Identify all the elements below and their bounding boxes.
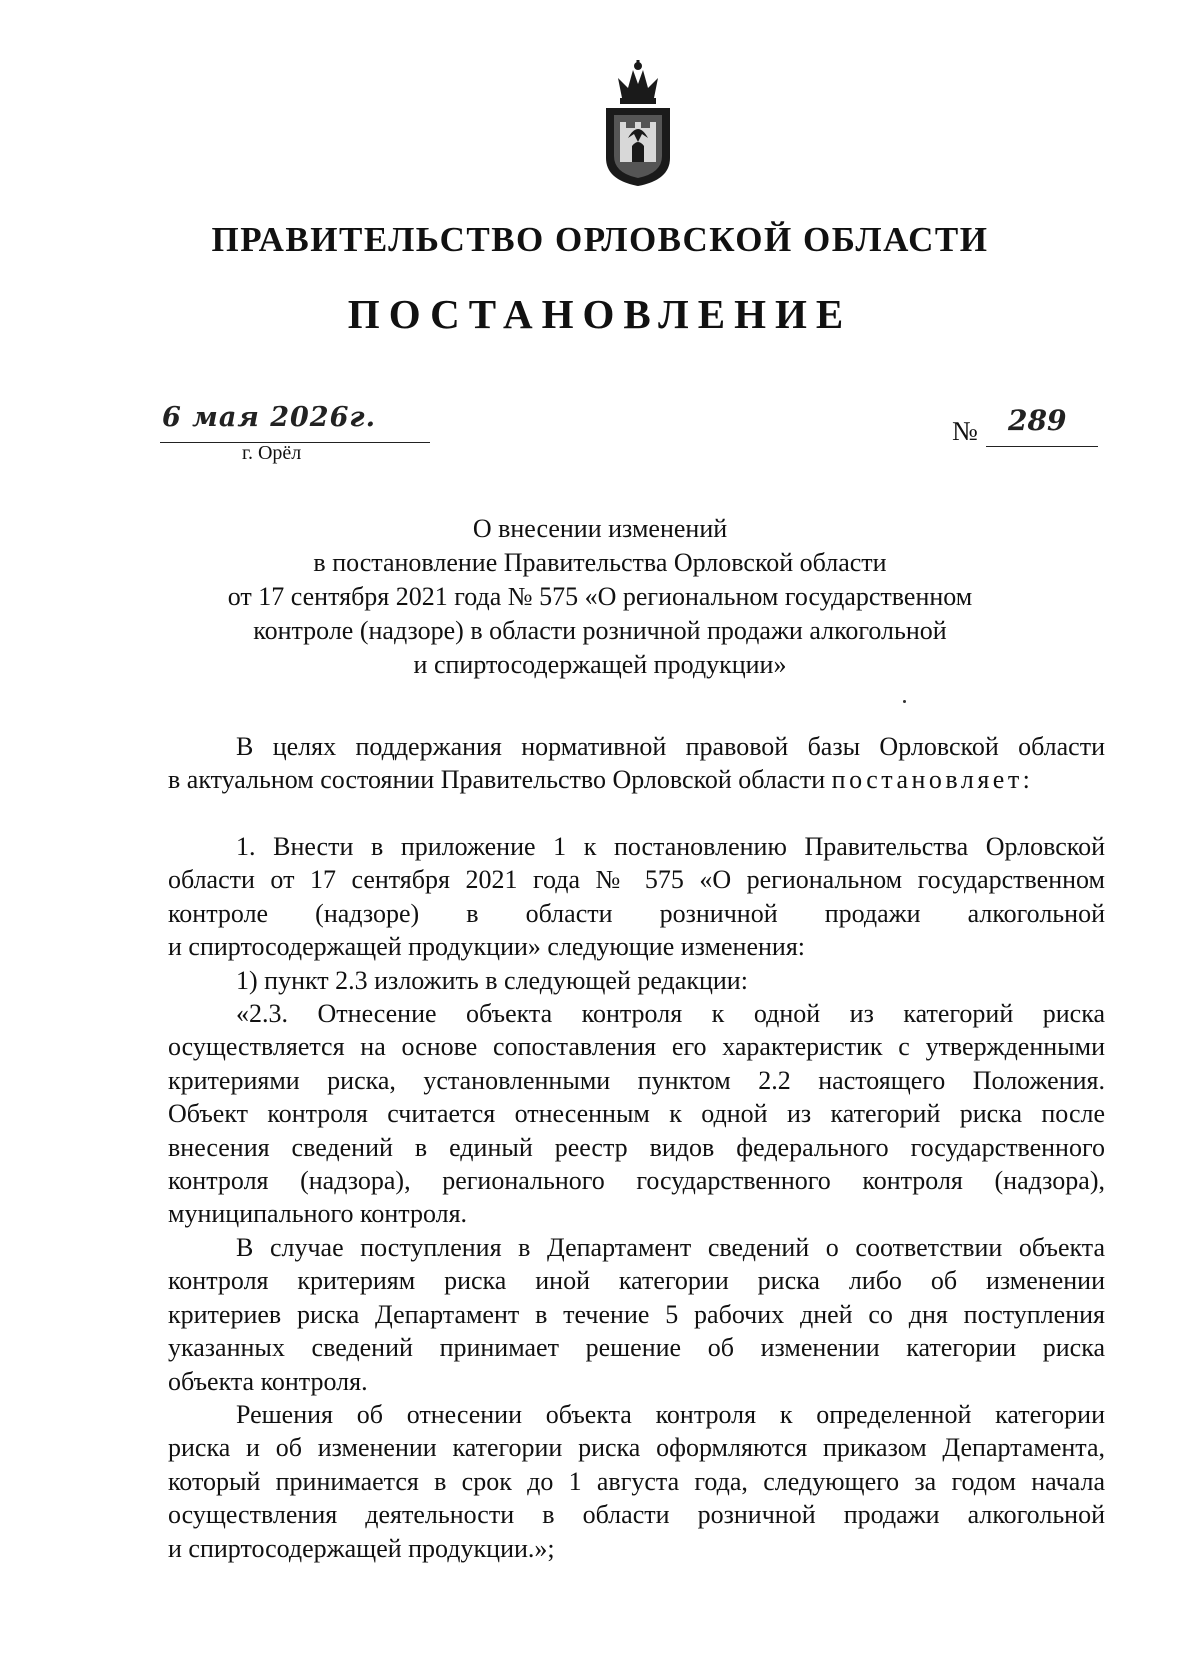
- body-line: внесения сведений в единый реестр видов федерального государственного: [168, 1132, 1105, 1162]
- body-line: указанных сведений принимает решение об изменении категории риска: [168, 1333, 1105, 1363]
- subject-line: О внесении изменений: [472, 514, 728, 543]
- body-line: осуществления деятельности в области розничной продажи алкогольной: [168, 1500, 1105, 1530]
- body-line: Решения об отнесении объекта контроля к определенной категории: [236, 1399, 1105, 1429]
- subject-line: в постановление Правительства Орловской области: [313, 548, 887, 577]
- body-line: критериями риска, установленными пунктом 2.2 настоящего Положения.: [168, 1065, 1105, 1095]
- body-line: В случае поступления в Департамент сведений о соответствии объекта: [236, 1232, 1105, 1262]
- coat-of-arms-emblem: [596, 58, 680, 188]
- body-line: объекта контроля.: [168, 1366, 368, 1396]
- subject-line: и спиртосодержащей продукции»: [413, 650, 787, 679]
- body-line: критериев риска Департамент в течение 5 рабочих дней со дня поступления: [168, 1299, 1105, 1329]
- government-name: ПРАВИТЕЛЬСТВО ОРЛОВСКОЙ ОБЛАСТИ: [211, 220, 989, 259]
- body-line: и спиртосодержащей продукции» следующие изменения:: [168, 932, 806, 962]
- document-type-title: ПОСТАНОВЛЕНИЕ: [347, 291, 853, 337]
- body-line: «2.3. Отнесение объекта контроля к одной из категорий риска: [236, 999, 1105, 1029]
- city-label: г. Орёл: [242, 442, 302, 464]
- subject-line: от 17 сентября 2021 года № 575 «О региональном государственном: [227, 582, 973, 611]
- body-line: который принимается в срок до 1 августа года, следующего за годом начала: [168, 1466, 1105, 1496]
- document-subject: [0, 512, 1200, 682]
- handwritten-number: 289: [1008, 404, 1067, 437]
- handwritten-date: 6 мая 2026г.: [162, 402, 376, 433]
- body-line: риска и об изменении категории риска оформляются приказом Департамента,: [168, 1433, 1105, 1463]
- preamble-line: В целях поддержания нормативной правовой базы Орловской области: [236, 732, 1105, 761]
- subject-line: контроле (надзоре) в области розничной продажи алкогольной: [253, 616, 947, 645]
- preamble-line: [168, 763, 1105, 796]
- body-line: осуществляется на основе сопоставления его характеристик с утвержденными: [168, 1032, 1105, 1062]
- scan-speck: [903, 700, 906, 703]
- number-underline: [986, 446, 1098, 447]
- body-line: 1. Внести в приложение 1 к постановлению Правительства Орловской: [236, 832, 1105, 861]
- body-line: 1) пункт 2.3 изложить в следующей редакции:: [236, 965, 748, 995]
- decree-body: [168, 830, 1105, 1565]
- body-line: контроля критериям риска иной категории риска либо об изменении: [168, 1266, 1105, 1296]
- preamble-paragraph: [168, 730, 1105, 797]
- body-line: области от 17 сентября 2021 года № 575 «О региональном государственном: [168, 865, 1105, 895]
- body-line: Объект контроля считается отнесенным к одной из категорий риска после: [168, 1099, 1105, 1129]
- preamble-decree-word: постановляет:: [831, 765, 1034, 795]
- body-line: муниципального контроля.: [168, 1199, 468, 1229]
- preamble-text: в актуальном состоянии Правительство Орловской области: [168, 765, 826, 795]
- body-line: контроля (надзора), регионального государственного контроля (надзора),: [168, 1166, 1105, 1196]
- body-line: контроле (надзоре) в области розничной продажи алкогольной: [168, 898, 1105, 928]
- body-line: и спиртосодержащей продукции.»;: [168, 1533, 555, 1563]
- number-sign: №: [952, 416, 978, 446]
